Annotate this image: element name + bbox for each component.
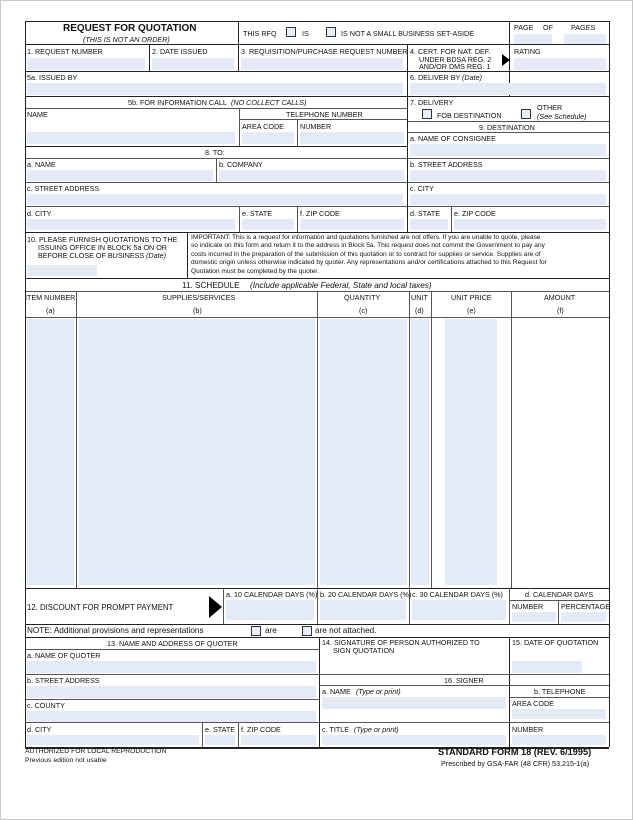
col-b-letter: (b) — [193, 306, 202, 315]
col-d-letter: (d) — [415, 306, 424, 315]
rule — [609, 21, 610, 747]
are-checkbox[interactable] — [251, 626, 261, 636]
telephone-number-label: TELEPHONE NUMBER — [286, 110, 363, 119]
quoter-street-label: b. STREET ADDRESS — [27, 676, 100, 685]
page-label: PAGE — [514, 23, 534, 32]
area-code-label: AREA CODE — [242, 122, 284, 131]
discount-10-days-label: a. 10 CALENDAR DAYS (%) — [226, 590, 318, 599]
rule — [223, 588, 224, 624]
rule — [511, 291, 512, 588]
consignee-city-label: c. CITY — [410, 184, 434, 193]
info-call-note: (NO COLLECT CALLS) — [231, 98, 307, 107]
to-street-field[interactable] — [27, 194, 403, 205]
cert-label-1: 4. CERT. FOR NAT. DEF. — [410, 47, 491, 56]
contact-name-field[interactable] — [27, 132, 235, 144]
discount-10-field[interactable] — [226, 600, 314, 620]
this-rfq-label: THIS RFQ — [243, 29, 277, 38]
date-of-quotation-field[interactable] — [512, 661, 582, 673]
col-quantity-header: QUANTITY — [344, 293, 381, 302]
rule — [319, 637, 320, 747]
contact-area-code-field[interactable] — [242, 132, 294, 144]
quoter-zip-label: f. ZIP CODE — [241, 725, 281, 734]
to-zip-field[interactable] — [300, 219, 404, 230]
rule — [509, 600, 609, 601]
calendar-days-percentage-field[interactable] — [561, 612, 606, 622]
rule — [239, 206, 240, 232]
requisition-number-label: 3. REQUISITION/PURCHASE REQUEST NUMBER — [241, 47, 408, 56]
rule — [25, 278, 609, 279]
rule — [509, 588, 510, 624]
quoter-city-field[interactable] — [27, 735, 199, 745]
rule — [509, 697, 609, 698]
to-street-label: c. STREET ADDRESS — [27, 184, 100, 193]
unit-column-field[interactable] — [411, 319, 429, 585]
to-label: 8. TO: — [205, 148, 225, 157]
consignee-city-field[interactable] — [410, 194, 606, 205]
rule — [25, 71, 407, 72]
signer-number-field[interactable] — [512, 735, 606, 745]
deliver-by-date-note: (Date) — [462, 73, 482, 82]
to-name-label: a. NAME — [27, 160, 56, 169]
are-not-label: are not attached. — [315, 626, 377, 635]
calendar-days-number-field[interactable] — [512, 612, 556, 622]
form-subtitle: (THIS IS NOT AN ORDER) — [83, 35, 170, 44]
signer-label: 16. SIGNER — [444, 676, 484, 685]
rule — [409, 291, 410, 588]
rating-label: RATING — [514, 47, 541, 56]
close-of-business-date-field[interactable] — [27, 265, 97, 276]
signer-title-note: (Type or print) — [354, 725, 399, 734]
are-label: are — [265, 626, 277, 635]
issued-by-label: 5a. ISSUED BY — [27, 73, 78, 82]
rule — [25, 21, 26, 747]
item-number-column-field[interactable] — [27, 319, 74, 585]
to-name-field[interactable] — [27, 170, 213, 181]
page-field[interactable] — [514, 34, 552, 44]
pages-field[interactable] — [564, 34, 606, 44]
quoter-state-field[interactable] — [205, 735, 235, 745]
discount-20-field[interactable] — [320, 600, 406, 620]
requisition-number-field[interactable] — [241, 58, 403, 70]
furnish-date-note: (Date) — [146, 251, 166, 260]
rule — [25, 96, 609, 97]
discount-20-days-label: b. 20 CALENDAR DAYS (%) — [320, 590, 412, 599]
signer-area-code-label: AREA CODE — [512, 699, 554, 708]
date-issued-field[interactable] — [152, 58, 234, 70]
rule — [25, 624, 609, 625]
consignee-state-label: d. STATE — [410, 209, 441, 218]
info-call-label: 5b. FOR INFORMATION CALL — [128, 98, 227, 107]
col-e-letter: (e) — [467, 306, 476, 315]
issued-by-field[interactable] — [27, 83, 403, 95]
important-line-4: domestic origin unless otherwise indicated by quoter. Any representations and/or certifications attached to this Request for — [191, 259, 547, 266]
rule — [451, 206, 452, 232]
rule — [239, 108, 240, 146]
important-line-5: Quotation must be completed by the quoter. — [191, 267, 319, 275]
consignee-street-field[interactable] — [410, 170, 606, 181]
quoter-county-label: c. COUNTY — [27, 701, 65, 710]
of-label: OF — [543, 23, 553, 32]
signer-title-label: c. TITLE — [322, 725, 350, 734]
signature-label-1: 14. SIGNATURE OF PERSON AUTHORIZED TO — [322, 638, 480, 647]
signature-label-2: SIGN QUOTATION — [333, 646, 395, 655]
rule — [187, 232, 188, 278]
calendar-days-number-label: NUMBER — [512, 602, 544, 611]
quoter-name-label: a. NAME OF QUOTER — [27, 651, 101, 660]
quoter-street-field[interactable] — [27, 686, 316, 698]
request-number-label: 1. REQUEST NUMBER — [27, 47, 103, 56]
rule — [25, 108, 407, 109]
number-label: NUMBER — [300, 122, 332, 131]
cert-label-3: AND/OR DMS REG. 1 — [419, 62, 491, 71]
rule — [297, 119, 298, 146]
col-amount-header: AMOUNT — [544, 293, 576, 302]
company-label: b. COMPANY — [219, 160, 263, 169]
rule — [558, 601, 559, 624]
arrow-right-icon — [502, 54, 510, 66]
rule — [407, 121, 609, 122]
rule — [238, 722, 239, 747]
signer-name-note: (Type or print) — [356, 687, 401, 696]
arrow-right-icon — [209, 596, 222, 618]
are-not-checkbox[interactable] — [302, 626, 312, 636]
quoter-city-label: d. CITY — [27, 725, 52, 734]
rule — [25, 649, 319, 650]
quoter-name-field[interactable] — [27, 661, 316, 673]
rule — [25, 21, 609, 22]
to-state-label: e. STATE — [242, 209, 273, 218]
col-unit-header: UNIT — [411, 293, 428, 302]
quoter-state-label: e. STATE — [205, 725, 236, 734]
furnish-label-2: ISSUING OFFICE IN BLOCK 5a ON OR — [38, 243, 167, 252]
is-label: IS — [302, 29, 309, 38]
quantity-column-field[interactable] — [320, 319, 407, 585]
rule — [407, 96, 408, 232]
signer-area-code-field[interactable] — [512, 709, 606, 719]
important-line-3: costs incurred in the preparation of the submission of this quotation or to contract for supplies or service. Supplies are of — [191, 250, 541, 258]
contact-number-field[interactable] — [300, 132, 404, 144]
consignee-name-field[interactable] — [410, 144, 606, 156]
fob-destination-label: FOB DESTINATION — [437, 111, 502, 120]
rule — [25, 232, 609, 233]
rule — [25, 674, 609, 675]
cert-label-2: UNDER BDSA REG. 2 — [419, 55, 492, 64]
rating-field[interactable] — [514, 58, 606, 70]
name-label: NAME — [27, 110, 48, 119]
signer-name-label: a. NAME — [322, 687, 351, 696]
request-number-field[interactable] — [27, 58, 145, 70]
rule — [407, 71, 609, 72]
company-field[interactable] — [219, 170, 404, 181]
rule — [216, 158, 217, 182]
signer-title-field[interactable] — [322, 735, 506, 745]
delivery-label: 7. DELIVERY — [410, 98, 454, 107]
calendar-days-percentage-label: PERCENTAGE — [561, 602, 610, 611]
schedule-note: (Include applicable Federal, State and local taxes) — [250, 281, 432, 290]
consignee-zip-label: e. ZIP CODE — [454, 209, 496, 218]
rule — [319, 685, 609, 686]
rule — [297, 206, 298, 232]
discount-label: 12. DISCOUNT FOR PROMPT PAYMENT — [27, 603, 174, 612]
see-schedule-note: (See Schedule) — [537, 112, 587, 121]
furnish-label-3: BEFORE CLOSE OF BUSINESS — [38, 251, 145, 260]
col-item-number-header: ITEM NUMBER — [25, 293, 76, 302]
rule — [202, 722, 203, 747]
to-city-label: d. CITY — [27, 209, 52, 218]
rule — [431, 291, 432, 588]
discount-30-field[interactable] — [412, 600, 506, 620]
fob-destination-checkbox[interactable] — [422, 109, 432, 119]
supplies-services-column-field[interactable] — [79, 319, 315, 585]
footer-authorized: AUTHORIZED FOR LOCAL REPRODUCTION — [25, 748, 167, 755]
rule — [317, 291, 318, 588]
other-checkbox[interactable] — [521, 109, 531, 119]
to-state-field[interactable] — [242, 219, 294, 230]
important-line-1: IMPORTANT: This is a request for information and quotations furnished are not offers. If you are unable to quote, please — [191, 234, 541, 241]
rule — [25, 182, 609, 183]
date-issued-label: 2. DATE ISSUED — [152, 47, 208, 56]
footer-previous-edition: Previous edition not usable — [25, 757, 107, 764]
furnish-label-1: 10. PLEASE FURNISH QUOTATIONS TO THE — [27, 235, 178, 244]
signer-number-label: NUMBER — [512, 725, 544, 734]
rule — [25, 206, 609, 207]
to-city-field[interactable] — [27, 219, 235, 230]
consignee-street-label: b. STREET ADDRESS — [410, 160, 483, 169]
rule — [238, 21, 239, 72]
rule — [76, 291, 77, 588]
rule — [239, 119, 407, 120]
rule — [25, 722, 609, 723]
quoter-county-field[interactable] — [27, 711, 316, 722]
signer-name-field[interactable] — [322, 697, 506, 709]
other-label: OTHER — [537, 103, 563, 112]
rule — [509, 637, 510, 747]
schedule-title: 11. SCHEDULE — [182, 281, 240, 290]
col-supplies-header: SUPPLIES/SERVICES — [162, 293, 236, 302]
signer-telephone-label: b. TELEPHONE — [534, 687, 586, 696]
discount-30-days-label: c. 30 CALENDAR DAYS (%) — [412, 590, 503, 599]
deliver-by-field[interactable] — [410, 83, 606, 95]
pages-label: PAGES — [571, 23, 596, 32]
is-checkbox[interactable] — [286, 27, 296, 37]
footer-form-number: STANDARD FORM 18 (REV. 6/1995) — [438, 747, 592, 757]
col-c-letter: (c) — [359, 306, 368, 315]
rule — [407, 132, 609, 133]
deliver-by-label: 6. DELIVER BY — [410, 73, 461, 82]
rule — [407, 158, 609, 159]
is-not-label: IS NOT A SMALL BUSINESS SET-ASIDE — [341, 29, 475, 38]
important-line-2: so indicate on this form and return it to the address in Block 5a. This request does not commit the Government to pay any — [191, 242, 545, 249]
consignee-state-field[interactable] — [410, 219, 448, 230]
col-unit-price-header: UNIT PRICE — [451, 293, 492, 302]
calendar-days-label: d. CALENDAR DAYS — [525, 590, 594, 599]
note-text: NOTE: Additional provisions and representations — [27, 626, 204, 635]
quoter-zip-field[interactable] — [241, 735, 316, 745]
unit-price-column-field[interactable] — [445, 319, 497, 585]
consignee-zip-field[interactable] — [454, 219, 606, 230]
col-a-letter: (a) — [46, 306, 55, 315]
rule — [149, 44, 150, 72]
date-of-quotation-label: 15. DATE OF QUOTATION — [512, 638, 599, 647]
destination-label: 9. DESTINATION — [479, 123, 535, 132]
rule — [25, 146, 407, 147]
rule — [25, 699, 319, 700]
form-title: REQUEST FOR QUOTATION — [63, 23, 197, 34]
is-not-checkbox[interactable] — [326, 27, 336, 37]
col-f-letter: (f) — [557, 306, 564, 315]
footer-prescribed: Prescribed by GSA-FAR (48 CFR) 53.215-1(a) — [441, 759, 590, 768]
consignee-name-label: a. NAME OF CONSIGNEE — [410, 134, 496, 143]
quoter-section-label: 13. NAME AND ADDRESS OF QUOTER — [107, 639, 238, 648]
to-zip-label: f. ZIP CODE — [300, 209, 340, 218]
rule — [25, 44, 609, 45]
